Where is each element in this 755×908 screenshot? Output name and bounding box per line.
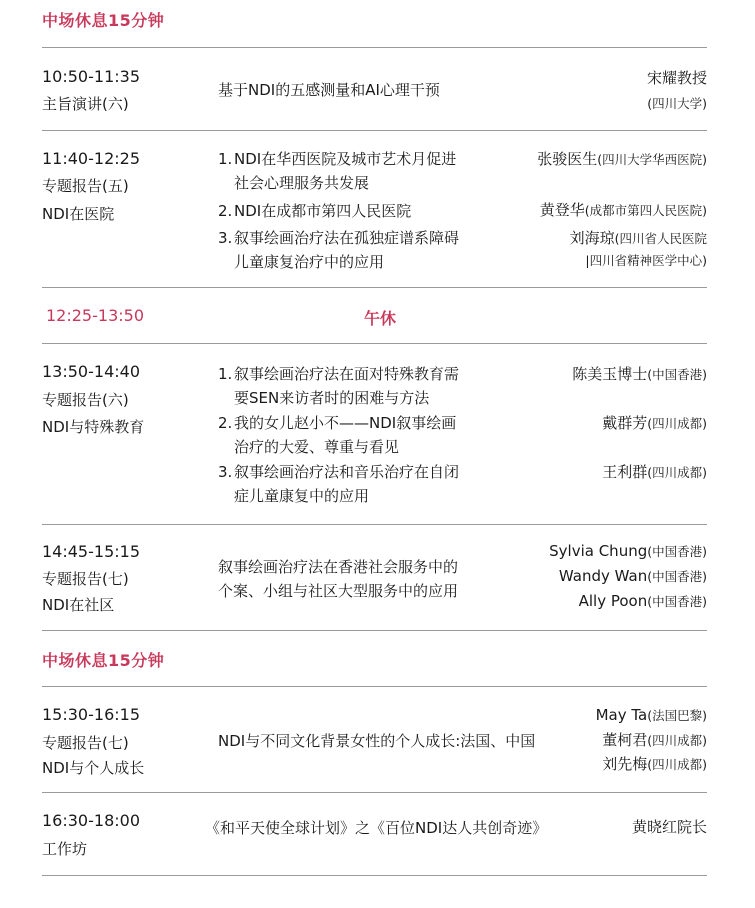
speaker-affiliation: (四川成都) xyxy=(647,733,707,748)
speaker-name: 黄晓红院长 xyxy=(631,818,707,836)
talk-title: 叙事绘画治疗法和音乐治疗在自闭 xyxy=(234,463,460,481)
speaker-affiliation: (四川大学) xyxy=(647,96,707,111)
session-theme: NDI与个人成长 xyxy=(42,759,145,777)
divider xyxy=(42,792,707,793)
speaker xyxy=(602,753,707,774)
speaker-name: 张骏医生 xyxy=(537,150,598,168)
talk-title-cont: 社会心理服务共发展 xyxy=(234,174,370,192)
speaker-affiliation: (四川成都) xyxy=(647,757,707,772)
talk-title: 叙事绘画治疗法在孤独症谱系障碍 xyxy=(234,229,460,247)
speaker-affiliation: (四川成都) xyxy=(647,416,707,431)
speaker-affiliation: (中国香港) xyxy=(647,367,707,382)
talk-number: 2. xyxy=(218,202,233,220)
talk-item xyxy=(218,199,411,223)
speaker-name: Wandy Wan xyxy=(558,567,648,585)
session-type: 专题报告(七) xyxy=(42,734,129,752)
speaker-affiliation: (成都市第四人民医院) xyxy=(584,203,707,218)
speaker xyxy=(570,227,707,248)
talk-item xyxy=(218,147,456,195)
speaker xyxy=(602,412,707,433)
session-title: NDI与不同文化背景女性的个人成长:法国、中国 xyxy=(218,732,536,750)
divider xyxy=(42,524,707,525)
speaker-affiliation: (中国香港) xyxy=(647,544,707,559)
speaker xyxy=(596,706,707,724)
divider xyxy=(42,47,707,48)
talk-item xyxy=(218,460,459,508)
talk-title: 叙事绘画治疗法在面对特殊教育需 xyxy=(234,365,460,383)
speaker xyxy=(549,542,707,560)
speaker-name: Sylvia Chung xyxy=(549,542,648,560)
speaker xyxy=(559,567,707,585)
speaker-name: May Ta xyxy=(595,706,648,724)
session-theme: NDI与特殊教育 xyxy=(42,418,145,436)
speaker-affiliation: (四川成都) xyxy=(647,465,707,480)
talk-title: NDI在华西医院及城市艺术月促进 xyxy=(234,150,457,168)
talk-number: 3. xyxy=(218,463,233,481)
speaker-name: 黄登华 xyxy=(539,201,585,219)
speaker-name: 宋耀教授 xyxy=(646,69,707,87)
session-title: 《和平天使全球计划》之《百位NDI达人共创奇迹》 xyxy=(205,819,548,837)
divider xyxy=(42,343,707,344)
speaker-name: 刘海琼 xyxy=(569,229,615,247)
speaker xyxy=(602,729,707,750)
talk-title-cont: 治疗的大爱、尊重与看见 xyxy=(234,438,400,456)
session-theme: NDI在社区 xyxy=(42,596,115,614)
session-type: 专题报告(五) xyxy=(42,177,129,195)
speaker xyxy=(602,461,707,482)
session-title: 叙事绘画治疗法在香港社会服务中的 xyxy=(218,558,459,576)
talk-title-cont: 症儿童康复中的应用 xyxy=(234,487,370,505)
speaker-affiliation: (中国香港) xyxy=(647,569,707,584)
speaker-name: 戴群芳 xyxy=(602,414,648,432)
speaker-name: 陈美玉博士 xyxy=(572,365,648,383)
talk-number: 2. xyxy=(218,414,233,432)
speaker-affiliation: (四川省人民医院 xyxy=(614,231,707,246)
break-label: 中场休息15分钟 xyxy=(42,651,165,670)
session-type: 主旨演讲(六) xyxy=(42,95,129,113)
talk-title: 我的女儿赵小不——NDI叙事绘画 xyxy=(234,414,457,432)
session-type: 专题报告(七) xyxy=(42,570,129,588)
talk-title: NDI在成都市第四人民医院 xyxy=(234,202,412,220)
lunch-time: 12:25-13:50 xyxy=(46,306,144,325)
session-time: 13:50-14:40 xyxy=(42,362,140,381)
session-time: 11:40-12:25 xyxy=(42,149,140,168)
speaker-name: 董柯君 xyxy=(602,731,648,749)
divider xyxy=(42,630,707,631)
session-time: 16:30-18:00 xyxy=(42,811,140,830)
session-type: 专题报告(六) xyxy=(42,391,129,409)
session-theme: NDI在医院 xyxy=(42,205,115,223)
divider xyxy=(42,875,707,876)
talk-number: 1. xyxy=(218,365,233,383)
speaker-affiliation: |四川省精神医学中心) xyxy=(585,253,707,268)
talk-title-cont: 要SEN来访者时的困难与方法 xyxy=(234,389,430,407)
talk-number: 3. xyxy=(218,229,233,247)
session-time: 10:50-11:35 xyxy=(42,67,140,86)
talk-title-cont: 儿童康复治疗中的应用 xyxy=(234,253,385,271)
talk-item xyxy=(218,226,459,274)
speaker-affiliation: (法国巴黎) xyxy=(647,708,707,723)
break-label: 中场休息15分钟 xyxy=(42,11,165,30)
divider xyxy=(42,686,707,687)
speaker xyxy=(540,199,707,220)
session-time: 14:45-15:15 xyxy=(42,542,140,561)
speaker xyxy=(579,592,707,610)
session-title: 基于NDI的五感测量和AI心理干预 xyxy=(218,81,440,99)
session-title-cont: 个案、小组与社区大型服务中的应用 xyxy=(218,582,459,600)
talk-item xyxy=(218,411,456,459)
speaker-name: 王利群 xyxy=(602,463,648,481)
speaker-affiliation: (四川大学华西医院) xyxy=(597,152,707,167)
speaker xyxy=(572,363,707,384)
session-time: 15:30-16:15 xyxy=(42,705,140,724)
speaker-affiliation: (中国香港) xyxy=(647,594,707,609)
talk-number: 1. xyxy=(218,150,233,168)
speaker-name: 刘先梅 xyxy=(602,755,648,773)
lunch-label: 午休 xyxy=(364,309,397,328)
divider xyxy=(42,130,707,131)
speaker xyxy=(537,148,707,169)
session-type: 工作坊 xyxy=(42,840,88,858)
divider xyxy=(42,287,707,288)
speaker-name: Ally Poon xyxy=(578,592,648,610)
talk-item xyxy=(218,362,459,410)
